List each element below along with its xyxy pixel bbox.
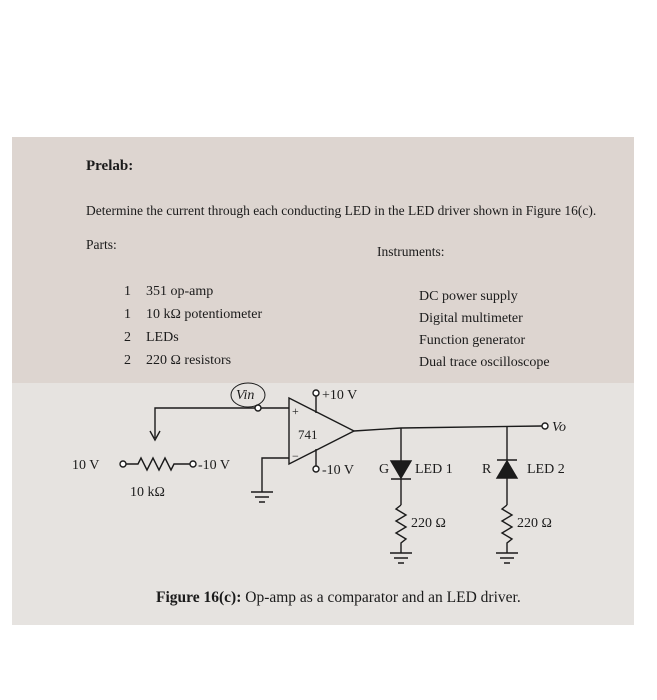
list-item: Function generator bbox=[419, 333, 526, 348]
vin-label: Vin bbox=[236, 388, 255, 403]
r1-label: 220 Ω bbox=[411, 516, 446, 531]
pot-left-label: 10 V bbox=[72, 458, 100, 473]
r2-resistor bbox=[502, 505, 512, 553]
ground-r2 bbox=[496, 553, 518, 563]
part-qty: 1 bbox=[124, 284, 131, 299]
list-item: DC power supply bbox=[419, 289, 518, 304]
parts-label: Parts: bbox=[86, 237, 117, 252]
led1-label: LED 1 bbox=[415, 462, 453, 477]
prelab-question: Determine the current through each conducting LED in the LED driver shown in Figure 16(c). bbox=[86, 203, 597, 218]
pot-value-label: 10 kΩ bbox=[130, 485, 165, 500]
part-name: 220 Ω resistors bbox=[146, 353, 232, 368]
figure-caption bbox=[156, 589, 521, 607]
opamp-plus-sign: + bbox=[292, 404, 299, 418]
led1-diode bbox=[391, 461, 411, 478]
vo-terminal bbox=[542, 423, 548, 429]
minus-wire bbox=[262, 458, 289, 492]
neg-supply-terminal bbox=[313, 466, 319, 472]
wiper-wire bbox=[155, 408, 258, 438]
figure-caption-label: Figure 16(c): bbox=[156, 589, 242, 606]
pot-right-label: -10 V bbox=[198, 458, 231, 473]
part-name: LEDs bbox=[146, 330, 179, 345]
instruments-label: Instruments: bbox=[377, 244, 445, 259]
list-item: Digital multimeter bbox=[419, 311, 523, 326]
ground-minus-input bbox=[251, 492, 273, 502]
led2-mark-r: R bbox=[482, 462, 492, 477]
list-item: Dual trace oscilloscope bbox=[419, 355, 550, 370]
output-wire bbox=[354, 426, 542, 431]
r2-label: 220 Ω bbox=[517, 516, 552, 531]
ground-r1 bbox=[390, 553, 412, 563]
part-qty: 1 bbox=[124, 307, 131, 322]
part-qty: 2 bbox=[124, 330, 131, 345]
r1-resistor bbox=[396, 505, 406, 553]
opamp-label: 741 bbox=[298, 427, 318, 442]
vo-label: Vo bbox=[552, 420, 566, 435]
part-qty: 2 bbox=[124, 353, 131, 368]
pos-supply-terminal bbox=[313, 390, 319, 396]
led2-label: LED 2 bbox=[527, 462, 565, 477]
pot-left-terminal bbox=[120, 461, 126, 467]
pos-supply-label: +10 V bbox=[322, 388, 358, 403]
led1-mark-g: G bbox=[379, 462, 390, 477]
part-name: 10 kΩ potentiometer bbox=[146, 307, 263, 322]
opamp-minus-sign: − bbox=[292, 449, 299, 463]
neg-supply-label: -10 V bbox=[322, 463, 355, 478]
led2-diode bbox=[497, 461, 517, 478]
prelab-title: Prelab: bbox=[86, 158, 134, 174]
part-name: 351 op-amp bbox=[146, 284, 214, 299]
pot-right-terminal bbox=[190, 461, 196, 467]
figure-caption-text: Op-amp as a comparator and an LED driver. bbox=[241, 589, 521, 606]
pot-resistor bbox=[126, 458, 190, 470]
